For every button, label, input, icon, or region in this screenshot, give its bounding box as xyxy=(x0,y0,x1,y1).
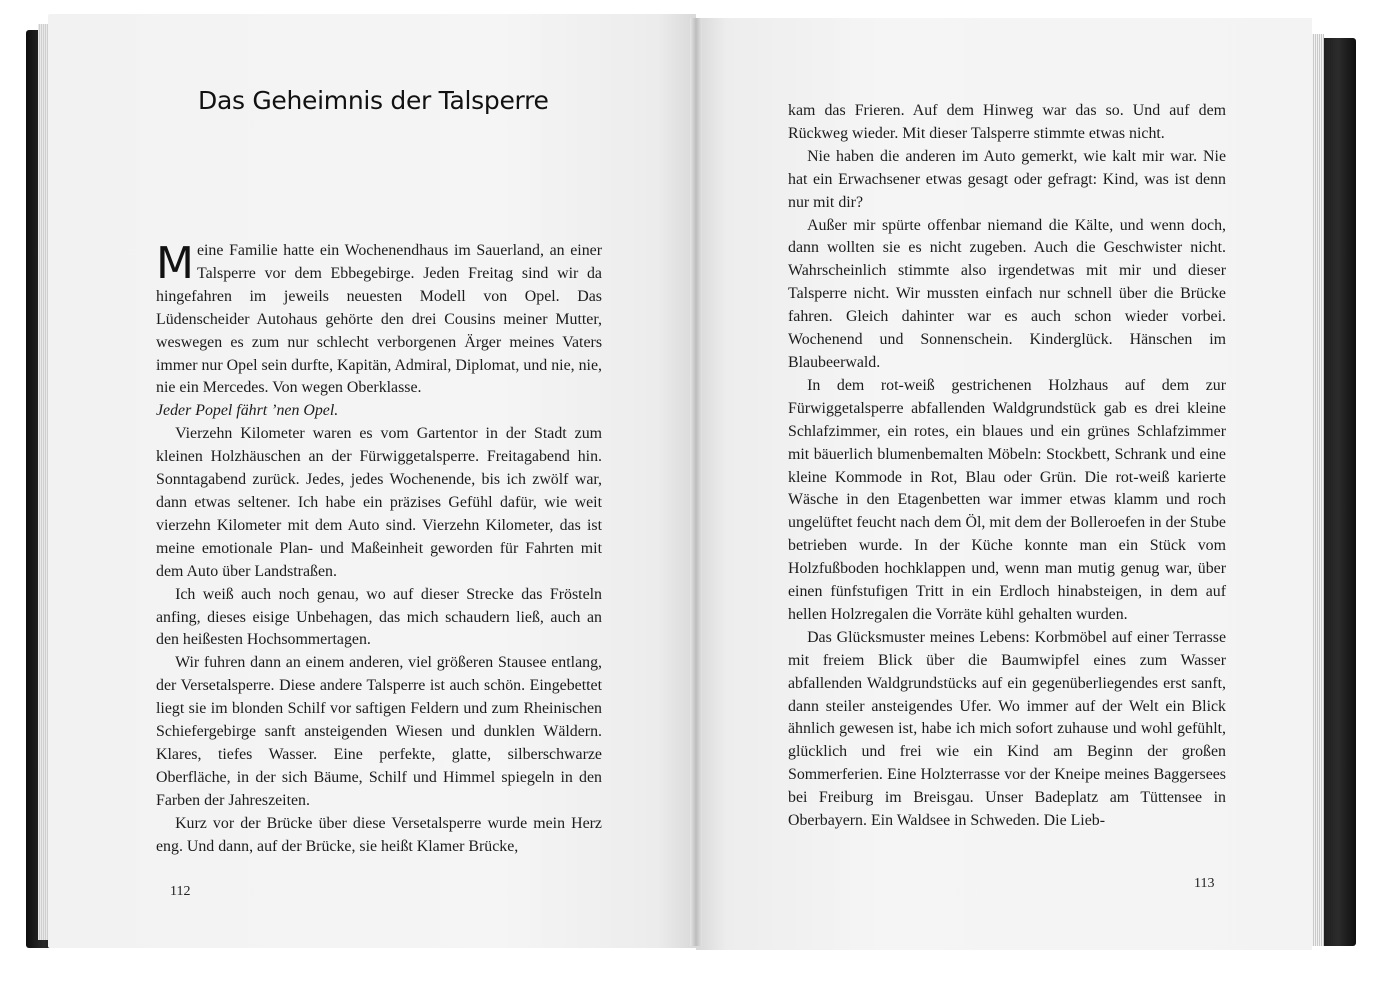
italic-quote: Jeder Popel fährt ’nen Opel. xyxy=(156,402,339,420)
paragraph: kam das Frieren. Auf dem Hinweg war das so. Und auf dem Rückweg wieder. Mit dieser Talsperre stimmte etwas nicht. xyxy=(788,102,1226,142)
paragraph: Wir fuhren dann an einem anderen, viel größeren Stausee entlang, der Versetalsperre. Diese andere Talsperre ist auch schön. Eingebettet liegt sie im blonden Schilf vor saftigen Feldern und zum Rheinischen Schiefergebirge sanft ansteigenden Wiesen und dunklen Wäldern. Klares, tiefes Wasser. Eine perfekte, glatte, silberschwarze Oberfläche, in der sich Bäume, Schilf und Himmel spiegeln in den Farben der Jahreszeiten. xyxy=(156,654,602,809)
left-page-text xyxy=(156,240,602,858)
paragraph: Nie haben die anderen im Auto gemerkt, wie kalt mir war. Nie hat ein Erwachsener etwas gesagt oder gefragt: Kind, was ist denn nur mit dir? xyxy=(788,147,1226,211)
paragraph: Das Glücksmuster meines Lebens: Korbmöbel auf einer Terrasse mit freiem Blick über die Baumwipfel eines zum Wasser abfallenden Waldgrundstücks auf ein gegenüberliegendes erst sanft, dann steiler ansteigendes Ufer. Wo immer auf der Welt ein Blick ähnlich gewesen ist, habe ich mich sofort zuhause und wohl gefühlt, glücklich und frei wie ein Kind am Beginn der großen Sommerferien. Eine Holzterrasse vor der Kneipe meines Baggersees bei Freiburg im Breisgau. Unser Badeplatz am Tüttensee in Oberbayern. Ein Waldsee in Schweden. Die Lieb- xyxy=(788,628,1226,830)
paragraph: Kurz vor der Brücke über diese Versetalsperre wurde mein Herz eng. Und dann, auf der Brücke, sie heißt Klamer Brücke, xyxy=(156,814,602,855)
chapter-title: Das Geheimnis der Talsperre xyxy=(198,86,549,115)
paragraph: In dem rot-weiß gestrichenen Holzhaus auf dem zur Fürwiggetalsperre abfallenden Waldgrundstück gab es drei kleine Schlafzimmer, ein rotes, ein blaues und ein grünes Schlafzimmer mit bäuerlich blumenbemalten Möbeln: Stockbett, Schrank und eine kleine Kommode in Rot, Blau oder Grün. Die rot-weiß karierte Wäsche in den Etagenbetten war immer etwas klamm und roch ungelüftet feucht nach dem Öl, mit dem der Bolleroefen in der Stube betrieben wurde. In der Küche konnte man ein Stück vom Holzfußboden hochklappen und, wenn man mutig genug war, über einen fünfstufigen Tritt in ein Erdloch hinabsteigen, in dem auf hellen Holzregalen die Vorräte kühl gehalten wurden. xyxy=(788,376,1226,623)
paragraph: Ich weiß auch noch genau, wo auf dieser Strecke das Frösteln anfing, dieses eisige Unbehagen, das mich schaudern ließ, auch an den heißesten Hochsommertagen. xyxy=(156,585,602,649)
paragraph xyxy=(156,240,602,423)
book-cover-right-edge xyxy=(1320,38,1356,946)
right-page-text xyxy=(788,100,1226,833)
page-number-left: 112 xyxy=(170,884,191,899)
book-gutter xyxy=(690,18,702,946)
paragraph: Vierzehn Kilometer waren es vom Gartentor in der Stadt zum kleinen Holzhäuschen an der Fürwiggetalsperre. Freitagabend hin. Sonntagabend zurück. Jedes, jedes Wochenende, bis ich zwölf war, dann etwas seltener. Ich habe ein präzises Gefühl dafür, wie weit vierzehn Kilometer mit dem Auto sind. Vierzehn Kilometer, das ist meine emotionale Plan- und Maßeinheit geworden für Fahrten mit dem Auto über Landstraßen. xyxy=(156,425,602,580)
paragraph-text: eine Familie hatte ein Wochenendhaus im Sauerland, an einer Talsperre vor dem Ebbegebirge. Jeden Freitag sind wir da hingefahren im jeweils neuesten Modell von Opel. Das Lüdenscheider Autohaus gehörte den drei Cousins meiner Mutter, weswegen es zum nur schlecht verborgenen Ärger meines Vaters immer nur Opel sein durfte, Kapitän, Admiral, Diplomat, und nie, nie, nie ein Mercedes. Von wegen Oberklasse. xyxy=(156,242,602,397)
drop-cap: M xyxy=(156,238,194,289)
page-number-right: 113 xyxy=(1194,876,1215,891)
paragraph: Außer mir spürte offenbar niemand die Kälte, und wenn doch, dann wollten sie es nicht zugeben. Auch die Geschwister nicht. Wahrscheinlich stimmte also irgendetwas mit mir und dieser Talsperre nicht. Wir mussten einfach nur schnell über die Brücke fahren. Gleich dahinter war es auch schon wieder vorbei. Wochenend und Sonnenschein. Kinderglück. Hänschen im Blaubeerwald. xyxy=(788,216,1226,371)
